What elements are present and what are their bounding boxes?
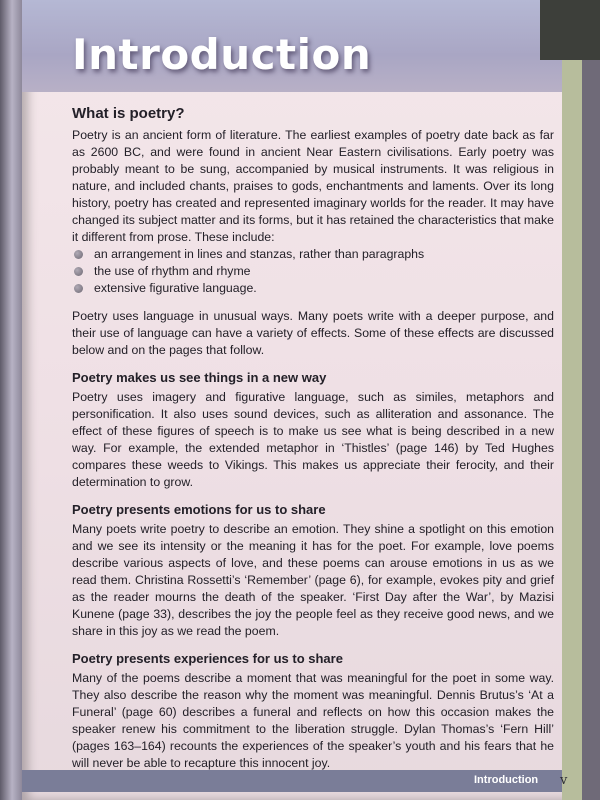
bullet-icon [74, 284, 83, 293]
subsection-heading: Poetry presents experiences for us to share [72, 651, 343, 666]
footer-section-label: Introduction [474, 774, 539, 786]
section-heading: What is poetry? [72, 105, 185, 122]
background-corner [540, 0, 600, 60]
list-item-text: extensive figurative language. [94, 281, 257, 295]
book-page [22, 0, 582, 800]
bullet-icon [74, 267, 83, 276]
bullet-icon [74, 250, 83, 259]
subsection-body: Many poets write poetry to describe an emotion. They shine a spotlight on this emotion and we see its intensity or the meaning it has for the poet. For example, love poems describe various aspects of love, and these poems can arouse emotions in us as we read them. Christina Rossetti’s ‘Remember’ (page 6), for example, evokes pity and grief as the reader mourns the death of the speaker. ‘First Day after the War’, by Mazisi Kunene (page 33), describes the joy the people feel as they receive good news, and we share in this joy as we read the poem. [72, 522, 554, 638]
list-item-text: an arrangement in lines and stanzas, rather than paragraphs [94, 247, 425, 261]
subsection-body: Many of the poems describe a moment that was meaningful for the poet in some way. They also describe the reason why the moment was meaningful. Dennis Brutus’s ‘At a Funeral’ (page 60) describes a funeral and reflects on how this occasion makes the speaker renew his commitment to the liberation struggle. Dylan Thomas’s ‘Fern Hill’ (pages 163–164) recounts the experiences of the speaker’s youth and his fears that he will never be able to recapture this innocent joy. [72, 671, 554, 770]
language-paragraph: Poetry uses language in unusual ways. Many poets write with a deeper purpose, and their use of language can have a variety of effects. Some of these effects are discussed below and on the pages that follow. [72, 309, 554, 357]
subsection-heading: Poetry makes us see things in a new way [72, 370, 327, 385]
main-content [72, 104, 554, 772]
characteristics-list [72, 246, 554, 297]
list-item-text: the use of rhythm and rhyme [94, 264, 251, 278]
list-item [72, 263, 554, 280]
subsection-heading: Poetry presents emotions for us to share [72, 502, 326, 517]
adjacent-page-edge [0, 0, 22, 800]
list-item [72, 280, 554, 297]
page-side-strip [562, 0, 582, 800]
page-number: v [560, 773, 568, 788]
subsection-body: Poetry uses imagery and figurative language, such as similes, metaphors and personification. It also uses sound devices, such as alliteration and assonance. The effect of these figures of speech is to make us see what is being described in a new way. For example, the extended metaphor in ‘Thistles’ (page 146) by Ted Hughes compares these weeds to Vikings. This makes us appreciate their ferocity, and their determination to grow. [72, 390, 554, 489]
page-title: Introduction [72, 30, 372, 79]
intro-paragraph: Poetry is an ancient form of literature. The earliest examples of poetry date back as far as 2600 BC, and were found in ancient Near Eastern civilisations. Early poetry was probably meant to be sung, accompanied by musical instruments. It was religious in nature, and included chants, praises to gods, enchantments and laments. Over its long history, poetry has created and represented imaginary worlds for the reader. It may have changed its subject matter and its forms, but it has retained the characteristics that make it different from prose. These include: [72, 128, 554, 244]
list-item [72, 246, 554, 263]
